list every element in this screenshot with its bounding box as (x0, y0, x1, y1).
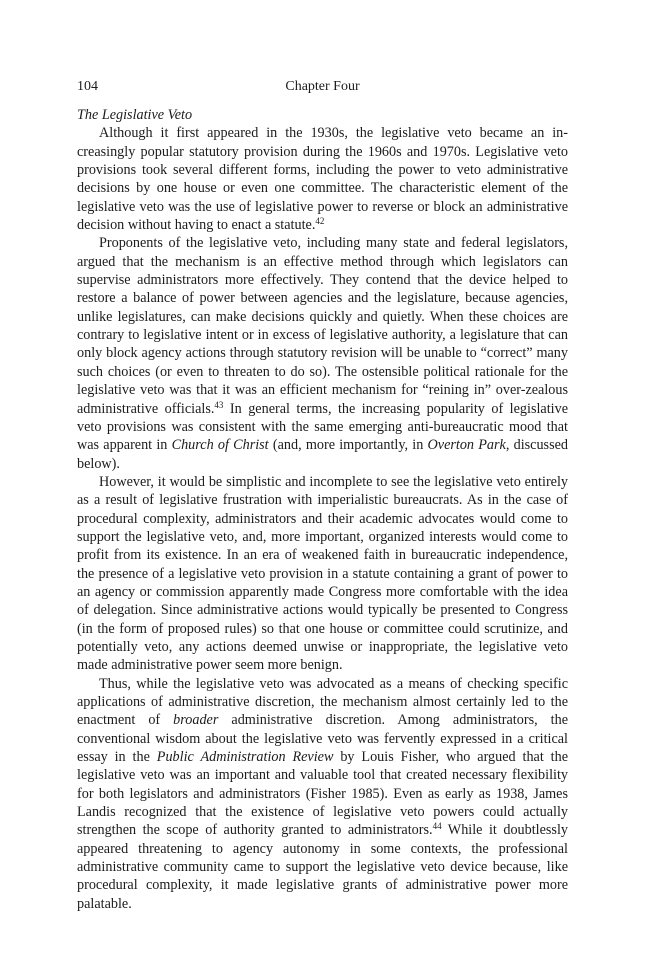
text-run: , discussed below). (77, 437, 568, 472)
page-header (77, 77, 568, 97)
text-run: Although it first appeared in the 1930s, the legislative veto became an increasingly popular statutory provision during the 1960s and 1970s. Legislative veto provisions took several different forms, including the power to veto administrative decisions by one house or even one committee. The characteristic element of the legislative veto was the use of legislative power to reverse or block an administrative decision without having to enact a statute. (77, 125, 568, 234)
footnote-marker: 43 (214, 399, 224, 410)
paragraph (77, 234, 568, 472)
text-run: (and, more importantly, in (268, 437, 428, 454)
section-title: The Legislative Veto (77, 107, 193, 123)
text-run: Thus, while the legislative veto was advocated as a means of checking specific applications of administrative discretion, the mechanism almost certainly led to the enactment of (77, 675, 568, 729)
footnote-marker: 42 (315, 216, 325, 227)
running-head: Chapter Four (285, 79, 360, 94)
text-run: by Louis Fisher, who argued that the legislative veto was an important and valuable tool that created necessary flexibility for both legislators and administrators (Fisher 1985). Even as early as 1938, James Landis recognized that the existence of legislative veto powers could actually strengthen the scope of authority granted to administrators. (77, 749, 568, 839)
paragraph (77, 473, 568, 675)
paragraph (77, 124, 568, 234)
text-run: Proponents of the legislative veto, including many state and federal legislators, argued that the mechanism is an effective method through which legislators can supervise administrators more effectively. They contend that the device helped to restore a balance of power between agencies and the legislature, because agencies, unlike legislatures, can make decisions quickly and quietly. When these choices are contrary to legislative intent or in excess of legislative authority, a legislature that can only block agency actions through statutory revision will be unable to “correct” many such choices (or even to threaten to do so). The ostensible political rationale for the legislative veto was that it was an efficient mechanism for “reining in” over-zealous administrative officials. (77, 235, 568, 417)
italic-title: Church of Christ (171, 437, 269, 454)
body-text (77, 106, 568, 913)
page-number: 104 (77, 79, 98, 94)
text-run: However, it would be simplistic and incomplete to see the legislative veto entirely as a result of legislative frustration with imperialistic bureaucrats. As in the case of procedural complexity, administrators and their academic advocates would come to support the legislative veto, and, more important, organized interests would come to profit from its existence. In an era of weakened faith in bureaucratic independence, the presence of a legislative veto provision in a statute containing a grant of power to an agency or commission apparently made Congress more comfortable with the idea of delegation. Since administrative actions would typically be presented to Congress (in the form of proposed rules) so that one house or committee could scrutinize, and potentially veto, any actions deemed unwise or inappropriate, the legislative veto made administrative power seem more benign. (77, 473, 568, 674)
text-run: In general terms, the increasing popularity of legislative veto provisions was consistent with the same emerging anti-bureaucratic mood that was apparent in (77, 400, 568, 454)
text-run: While it doubtlessly appeared threatening to agency autonomy in some contexts, the professional administrative community came to support the legislative veto device because, like procedural complexity, it made legislative grants of administrative power more palatable. (77, 822, 568, 912)
italic-title: Public Administration Review (156, 749, 334, 766)
italic-title: Overton Park (427, 437, 506, 454)
paragraph (77, 675, 568, 913)
footnote-marker: 44 (432, 821, 442, 832)
italic-title: broader (173, 712, 219, 729)
text-run: administrative discretion. Among administrators, the conventional wisdom about the legislative veto was fervently expressed in a critical essay in the (77, 712, 568, 766)
